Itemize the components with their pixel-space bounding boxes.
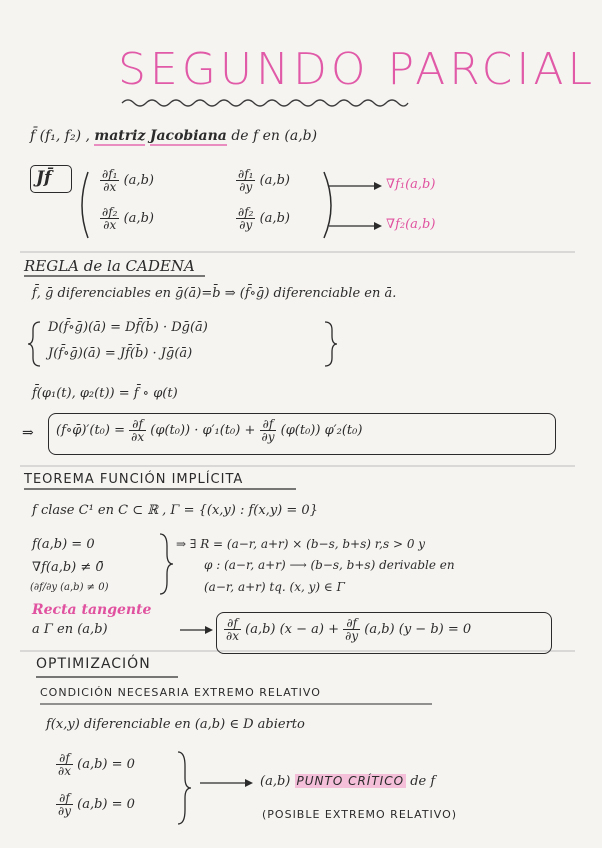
frac-den: ∂y bbox=[239, 180, 253, 194]
implicita-cond2: ∇f(a,b) ≠ 0̄ bbox=[32, 560, 104, 575]
frac-num: ∂f bbox=[260, 418, 277, 431]
implicita-res2: φ : (a−r, a+r) ⟶ (b−s, b+s) derivable en bbox=[204, 558, 455, 572]
frac-den: ∂y bbox=[239, 218, 253, 232]
jacobian-intro-matrix: matriz bbox=[94, 128, 146, 144]
frac-num: ∂f₂ bbox=[102, 205, 118, 219]
jacobian-point: (a,b) bbox=[259, 173, 290, 188]
jacobian-intro-jacobiana: Jacobiana bbox=[149, 128, 227, 144]
formula-end: (a,b) (y − b) = 0 bbox=[364, 622, 472, 637]
jacobian-r2c1 bbox=[100, 206, 154, 231]
frac-num: ∂f bbox=[224, 617, 241, 630]
frac-den: ∂x bbox=[58, 764, 71, 778]
jacobian-point: (a,b) bbox=[123, 173, 154, 188]
frac-den: ∂y bbox=[345, 629, 359, 643]
result-pre: (a,b) bbox=[260, 774, 291, 789]
result-post: de f bbox=[410, 774, 436, 789]
frac-den: ∂x bbox=[103, 180, 117, 194]
frac-num: ∂f bbox=[129, 418, 146, 431]
cond-rest: (a,b) = 0 bbox=[77, 797, 135, 812]
cadena-line1: f̄, ḡ diferenciables en ḡ(ā)=b̄ ⇒ (f̄∘ḡ) diferenciable en ā. bbox=[32, 286, 397, 301]
jacobian-intro-f: f̄ (f₁, f₂) , bbox=[30, 128, 90, 144]
jacobian-point: (a,b) bbox=[123, 211, 154, 226]
frac-num: ∂f₂ bbox=[238, 205, 254, 219]
frac-num: ∂f bbox=[56, 792, 73, 805]
cadena-line2: D(f̄∘ḡ)(ā) = Df̄(b̄) · Dḡ(ā) bbox=[48, 320, 208, 335]
jacobian-r2c2 bbox=[236, 206, 290, 231]
matrix-left-paren bbox=[82, 172, 88, 238]
cadena-line3: J(f̄∘ḡ)(ā) = Jf̄(b̄) · Jḡ(ā) bbox=[48, 346, 193, 361]
gradient-f2: ∇f₂(a,b) bbox=[386, 217, 436, 232]
implicita-res1: ⇒ ∃ R = (a−r, a+r) × (b−s, b+s) r,s > 0 y bbox=[176, 537, 426, 551]
implicita-line1: f clase C¹ en C ⊂ ℝ , Γ = {(x,y) : f(x,y) = 0} bbox=[32, 503, 318, 518]
jacobian-r1c1 bbox=[100, 168, 154, 193]
formula-left: (f∘φ̄)′(t₀) = bbox=[56, 423, 125, 438]
optim-result bbox=[260, 774, 435, 789]
frac-den: ∂y bbox=[58, 804, 71, 818]
tangent-formula bbox=[224, 617, 471, 642]
cadena-heading: REGLA de la CADENA bbox=[24, 257, 195, 275]
jacobian-intro bbox=[30, 128, 317, 144]
matrix-right-paren bbox=[324, 172, 331, 238]
implicita-cond1: f(a,b) = 0 bbox=[32, 537, 95, 552]
implicita-res3: (a−r, a+r) tq. (x, y) ∈ Γ bbox=[204, 580, 345, 594]
frac-num: ∂f bbox=[56, 752, 73, 765]
optim-heading: OPTIMIZACIÓN bbox=[36, 656, 151, 672]
title-underline bbox=[122, 100, 408, 106]
critical-point-highlight: PUNTO CRÍTICO bbox=[296, 774, 405, 788]
page-title: SEGUNDO PARCIAL bbox=[118, 44, 596, 95]
formula-mid: (φ(t₀)) · φ′₁(t₀) + bbox=[150, 423, 256, 438]
optim-subheading: CONDICIÓN NECESARIA EXTREMO RELATIVO bbox=[40, 686, 321, 699]
optim-result2: (POSIBLE EXTREMO RELATIVO) bbox=[262, 808, 458, 821]
tangent-heading: Recta tangente bbox=[32, 602, 152, 618]
cadena-formula bbox=[56, 418, 362, 443]
implicita-cond3: (∂f/∂y (a,b) ≠ 0) bbox=[30, 582, 109, 593]
frac-num: ∂f₁ bbox=[102, 167, 118, 181]
optim-cond2 bbox=[56, 792, 135, 817]
optim-cond1 bbox=[56, 752, 135, 777]
frac-num: ∂f₁ bbox=[238, 167, 254, 181]
tangent-sub: a Γ en (a,b) bbox=[32, 622, 108, 637]
cadena-line4: f̄(φ₁(t), φ₂(t)) = f̄ ∘ φ(t) bbox=[32, 386, 178, 401]
jacobian-r1c2 bbox=[236, 168, 290, 193]
formula-mid: (a,b) (x − a) + bbox=[245, 622, 340, 637]
gradient-f1: ∇f₁(a,b) bbox=[386, 177, 436, 192]
jacobian-point: (a,b) bbox=[259, 211, 290, 226]
optim-line1: f(x,y) diferenciable en (a,b) ∈ D abierto bbox=[46, 717, 305, 732]
jacobian-intro-rest: de f en (a,b) bbox=[231, 128, 318, 144]
cond-rest: (a,b) = 0 bbox=[77, 757, 135, 772]
frac-den: ∂x bbox=[131, 430, 145, 444]
implicita-heading: TEOREMA FUNCIÓN IMPLÍCITA bbox=[24, 472, 244, 487]
formula-end: (φ(t₀)) φ′₂(t₀) bbox=[280, 423, 363, 438]
cadena-arrow: ⇒ bbox=[22, 425, 34, 441]
frac-den: ∂x bbox=[226, 629, 239, 643]
frac-den: ∂x bbox=[103, 218, 117, 232]
frac-den: ∂y bbox=[261, 430, 275, 444]
frac-num: ∂f bbox=[343, 617, 360, 630]
jacobian-label: Jf̄ bbox=[36, 168, 52, 188]
